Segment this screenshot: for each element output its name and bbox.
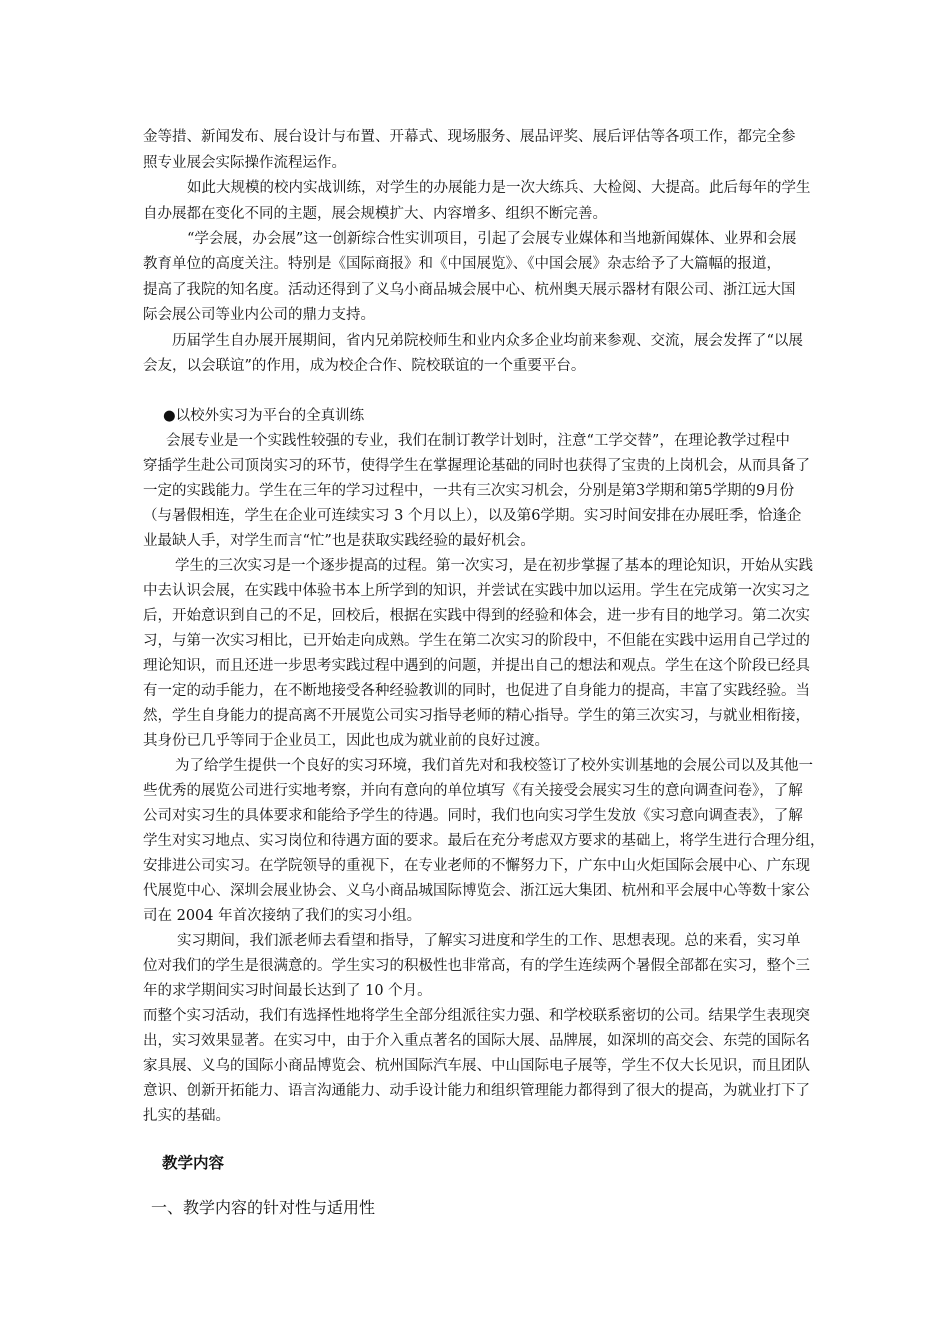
text-line: 自办展都在变化不同的主题，展会规模扩大、内容增多、组织不断完善。 bbox=[143, 206, 607, 222]
text-line: 位对我们的学生是很满意的。学生实习的积极性也非常高，有的学生连续两个暑假全部都在实习，整个三 bbox=[143, 958, 810, 974]
text-line: 一定的实践能力。学生在三年的学习过程中，一共有三次实习机会，分别是第3学期和第5学期的9月份 bbox=[143, 483, 795, 499]
text-line: 金等措、新闻发布、展台设计与布置、开幕式、现场服务、展品评奖、展后评估等各项工作，都完全参 bbox=[143, 129, 796, 145]
text-line: 会展专业是一个实践性较强的专业，我们在制订教学计划时，注意“工学交替”，在理论教学过程中 bbox=[166, 433, 790, 449]
text-line: 习，与第一次实习相比，已开始走向成熟。学生在第二次实习的阶段中，不但能在实践中运用自己学过的 bbox=[143, 633, 810, 649]
text-line: 提高了我院的知名度。活动还得到了义乌小商品城会展中心、杭州奥天展示器材有限公司、浙江远大国 bbox=[143, 282, 796, 298]
text-line: 学生的三次实习是一个逐步提高的过程。第一次实习，是在初步掌握了基本的理论知识，开始从实践 bbox=[175, 558, 813, 574]
text-line: 些优秀的展览公司进行实地考察，并向有意向的单位填写《有关接受会展实习生的意向调查问卷》，了解 bbox=[143, 783, 803, 799]
text-line: 公司对实习生的具体要求和能给予学生的待遇。同时，我们也向实习学生发放《实习意向调查表》，了解 bbox=[143, 808, 803, 824]
text-line: 其身份已几乎等同于企业员工，因此也成为就业前的良好过渡。 bbox=[143, 733, 549, 749]
text-line: 为了给学生提供一个良好的实习环境，我们首先对和我校签订了校外实训基地的会展公司以及其他一 bbox=[175, 758, 813, 774]
heading-section-one: 一、教学内容的针对性与适用性 bbox=[151, 1198, 376, 1217]
text-line: 照专业展会实际操作流程运作。 bbox=[143, 155, 346, 171]
text-line: 如此大规模的校内实战训练，对学生的办展能力是一次大练兵、大检阅、大提高。此后每年的学生 bbox=[187, 180, 811, 196]
text-line: 际会展公司等业内公司的鼎力支持。 bbox=[143, 307, 375, 323]
text-line: 司在 2004 年首次接纳了我们的实习小组。 bbox=[143, 908, 422, 924]
text-line: （与暑假相连，学生在企业可连续实习 3 个月以上），以及第6学期。实习时间安排在办展旺季，恰逢企 bbox=[143, 508, 802, 524]
text-line: 实习期间，我们派老师去看望和指导，了解实习进度和学生的工作、思想表现。总的来看，实习单 bbox=[177, 933, 801, 949]
text-line: 后，开始意识到自己的不足，回校后，根据在实践中得到的经验和体会，进一步有目的地学习。第二次实 bbox=[143, 608, 810, 624]
text-line: 教育单位的高度关注。特别是《国际商报》和《中国展览》、《中国会展》杂志给予了大篇幅的报道， bbox=[143, 256, 781, 272]
bullet-heading: ●以校外实习为平台的全真训练 bbox=[163, 408, 365, 424]
text-line: 出，实习效果显著。在实习中，由于介入重点著名的国际大展、品牌展，如深圳的高交会、东莞的国际名 bbox=[143, 1033, 810, 1049]
text-line: 中去认识会展，在实践中体验书本上所学到的知识，并尝试在实践中加以运用。学生在完成第一次实习之 bbox=[143, 583, 810, 599]
text-line: 而整个实习活动，我们有选择性地将学生全部分组派往实力强、和学校联系密切的公司。结果学生表现突 bbox=[143, 1008, 810, 1024]
text-line: 业最缺人手，对学生而言“忙”也是获取实践经验的最好机会。 bbox=[143, 533, 535, 549]
text-line: 年的求学期间实习时间最长达到了 10 个月。 bbox=[143, 983, 432, 999]
text-line: 扎实的基础。 bbox=[143, 1108, 230, 1124]
text-line: 穿插学生赴公司顶岗实习的环节，使得学生在掌握理论基础的同时也获得了宝贵的上岗机会，从而具备了 bbox=[143, 458, 810, 474]
heading-teaching-content: 教学内容 bbox=[162, 1154, 225, 1172]
text-line: 学生对实习地点、实习岗位和待遇方面的要求。最后在充分考虑双方要求的基础上，将学生进行合理分组， bbox=[143, 833, 825, 849]
text-line: 意识、创新开拓能力、语言沟通能力、动手设计能力和组织管理能力都得到了很大的提高，为就业打下了 bbox=[143, 1083, 810, 1099]
text-line: 代展览中心、深圳会展业协会、义乌小商品城国际博览会、浙江远大集团、杭州和平会展中心等数十家公 bbox=[143, 883, 810, 899]
text-line: 有一定的动手能力，在不断地接受各种经验教训的同时，也促进了自身能力的提高，丰富了实践经验。当 bbox=[143, 683, 810, 699]
text-line: 安排进公司实习。在学院领导的重视下，在专业老师的不懈努力下，广东中山火炬国际会展中心、广东现 bbox=[143, 858, 810, 874]
text-line: 然，学生自身能力的提高离不开展览公司实习指导老师的精心指导。学生的第三次实习，与就业相衔接， bbox=[143, 708, 810, 724]
text-line: 家具展、义乌的国际小商品博览会、杭州国际汽车展、中山国际电子展等，学生不仅大长见识，而且团队 bbox=[143, 1058, 810, 1074]
text-line: 历届学生自办展开展期间，省内兄弟院校师生和业内众多企业均前来参观、交流，展会发挥了“以展 bbox=[172, 333, 803, 349]
text-line: 理论知识，而且还进一步思考实践过程中遇到的问题，并提出自己的想法和观点。学生在这个阶段已经具 bbox=[143, 658, 810, 674]
text-line: 会友，以会联谊”的作用，成为校企合作、院校联谊的一个重要平台。 bbox=[143, 358, 586, 374]
text-line: “学会展，办会展”这一创新综合性实训项目，引起了会展专业媒体和当地新闻媒体、业界和会展 bbox=[187, 231, 797, 247]
